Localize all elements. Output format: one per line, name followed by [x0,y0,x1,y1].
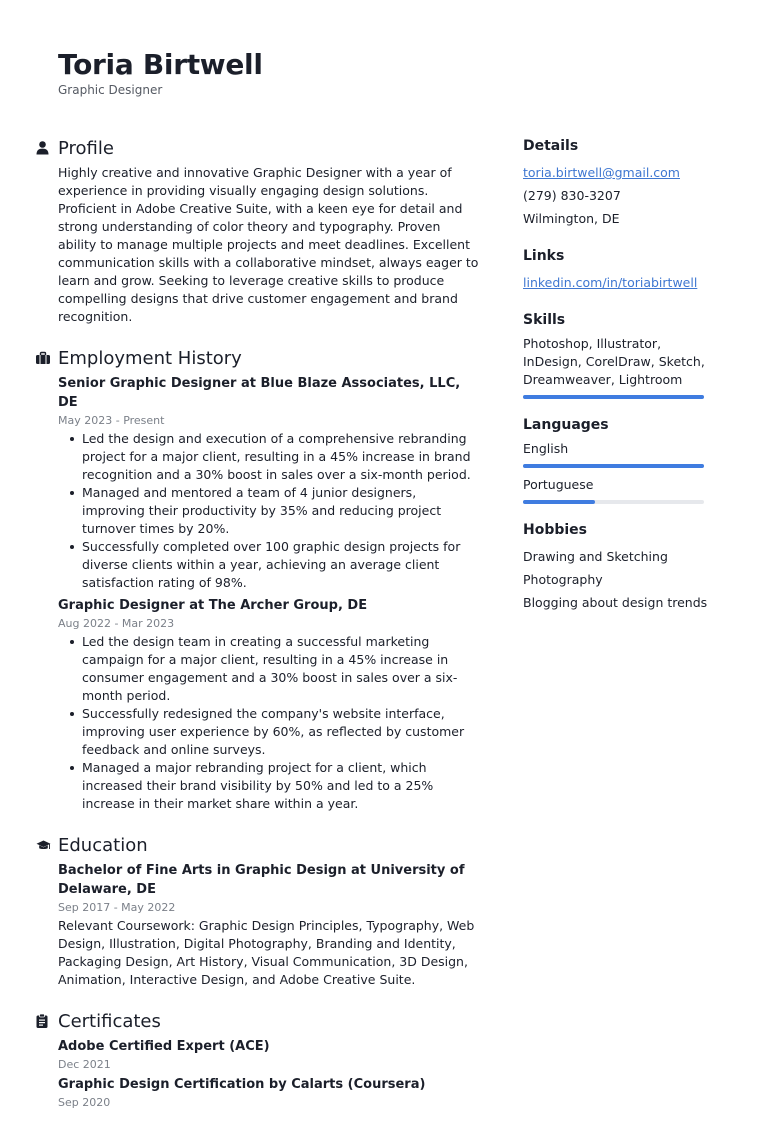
job-entry [58,596,481,813]
employment-section [36,346,481,813]
language-item [523,440,723,468]
education-text: Relevant Coursework: Graphic Design Principles, Typography, Web Design, Illustration, Digital Photography, Branding and Identity, Packaging Design, Art History, Visual Communication, 3D Design, Animation, Interactive Design, and Adobe Creative Suite. [58,918,475,987]
profile-section [36,136,481,326]
location: Wilmington, DE [523,211,620,226]
job-title: Senior Graphic Designer at Blue Blaze Associates, LLC, DE [58,376,461,410]
language-level-fill [523,464,704,468]
job-entry [58,374,481,592]
language-level-bar [523,500,704,504]
job-bullet: Led the design and execution of a comprehensive rebranding project for a major client, resulting in a 45% increase in brand recognition and a 30% boost in sales over a six-month period. [68,430,481,484]
links-heading: Links [523,248,565,264]
language-name: English [523,441,569,456]
sidebar-column [523,136,723,630]
hobby-item: Drawing and Sketching [523,549,668,564]
profile-text: Highly creative and innovative Graphic Designer with a year of experience in providing visually engaging design solutions. Proficient in Adobe Creative Suite, with a keen eye for detail and strong understanding of color theory and typography. Proven ability to manage multiple projects and meet deadlines. Excellent communication skills with a collaborative mindset, always eager to learn and grow. Seeking to leverage creative skills to produce compelling designs that drive customer engagement and brand recognition. [58,165,479,324]
job-date: May 2023 - Present [58,414,165,427]
phone-number: (279) 830-3207 [523,188,621,203]
certificate-name: Graphic Design Certification by Calarts (Coursera) [58,1077,426,1092]
details-section [523,136,723,230]
certificates-section [36,1009,481,1111]
education-section [36,833,481,989]
skills-heading: Skills [523,312,566,328]
job-bullet: Managed a major rebranding project for a client, which increased their brand visibility by 50% and led to a 25% increase in their market share within a year. [68,759,481,813]
job-bullet: Managed and mentored a team of 4 junior designers, improving their productivity by 35% and reducing project turnover times by 20%. [68,484,481,538]
profile-heading: Profile [58,137,114,159]
language-name: Portuguese [523,477,594,492]
clipboard-icon [36,1014,58,1028]
hobbies-heading: Hobbies [523,522,588,538]
candidate-name: Toria Birtwell [58,48,263,81]
linkedin-link[interactable]: linkedin.com/in/toriabirtwell [523,275,698,290]
person-icon [36,141,58,155]
main-column [36,136,481,1131]
employment-heading: Employment History [58,347,242,369]
language-level-bar [523,464,704,468]
job-bullet: Successfully redesigned the company's website interface, improving user experience by 60%, as reflected by customer feedback and online surveys. [68,705,481,759]
degree-title: Bachelor of Fine Arts in Graphic Design at University of Delaware, DE [58,863,465,897]
job-date: Aug 2022 - Mar 2023 [58,617,175,630]
links-section [523,246,723,294]
education-heading: Education [58,834,148,856]
job-bullet: Led the design team in creating a successful marketing campaign for a major client, resulting in a 45% increase in consumer engagement and a 30% boost in sales over a six-month period. [68,633,481,705]
degree-date: Sep 2017 - May 2022 [58,901,176,914]
candidate-title: Graphic Designer [58,83,163,97]
certificates-heading: Certificates [58,1010,161,1032]
job-bullet: Successfully completed over 100 graphic design projects for diverse clients within a year, achieving an average client satisfaction rating of 98%. [68,538,481,592]
skill-level-fill [523,395,704,399]
hobby-item: Photography [523,572,603,587]
language-level-fill [523,500,595,504]
skills-text: Photoshop, Illustrator, InDesign, CorelDraw, Sketch, Dreamweaver, Lightroom [523,336,705,387]
resume-header [58,48,263,97]
email-link[interactable]: toria.birtwell@gmail.com [523,165,680,180]
skill-level-bar [523,395,704,399]
skills-section [523,310,723,399]
language-item [523,476,723,504]
certificate-date: Sep 2020 [58,1096,111,1109]
briefcase-icon [36,352,58,364]
job-title: Graphic Designer at The Archer Group, DE [58,598,368,613]
graduation-cap-icon [36,840,58,851]
details-heading: Details [523,138,579,154]
certificate-name: Adobe Certified Expert (ACE) [58,1039,270,1054]
hobby-item: Blogging about design trends [523,595,708,610]
certificate-date: Dec 2021 [58,1058,111,1071]
hobbies-section [523,520,723,614]
languages-heading: Languages [523,417,609,433]
languages-section [523,415,723,504]
